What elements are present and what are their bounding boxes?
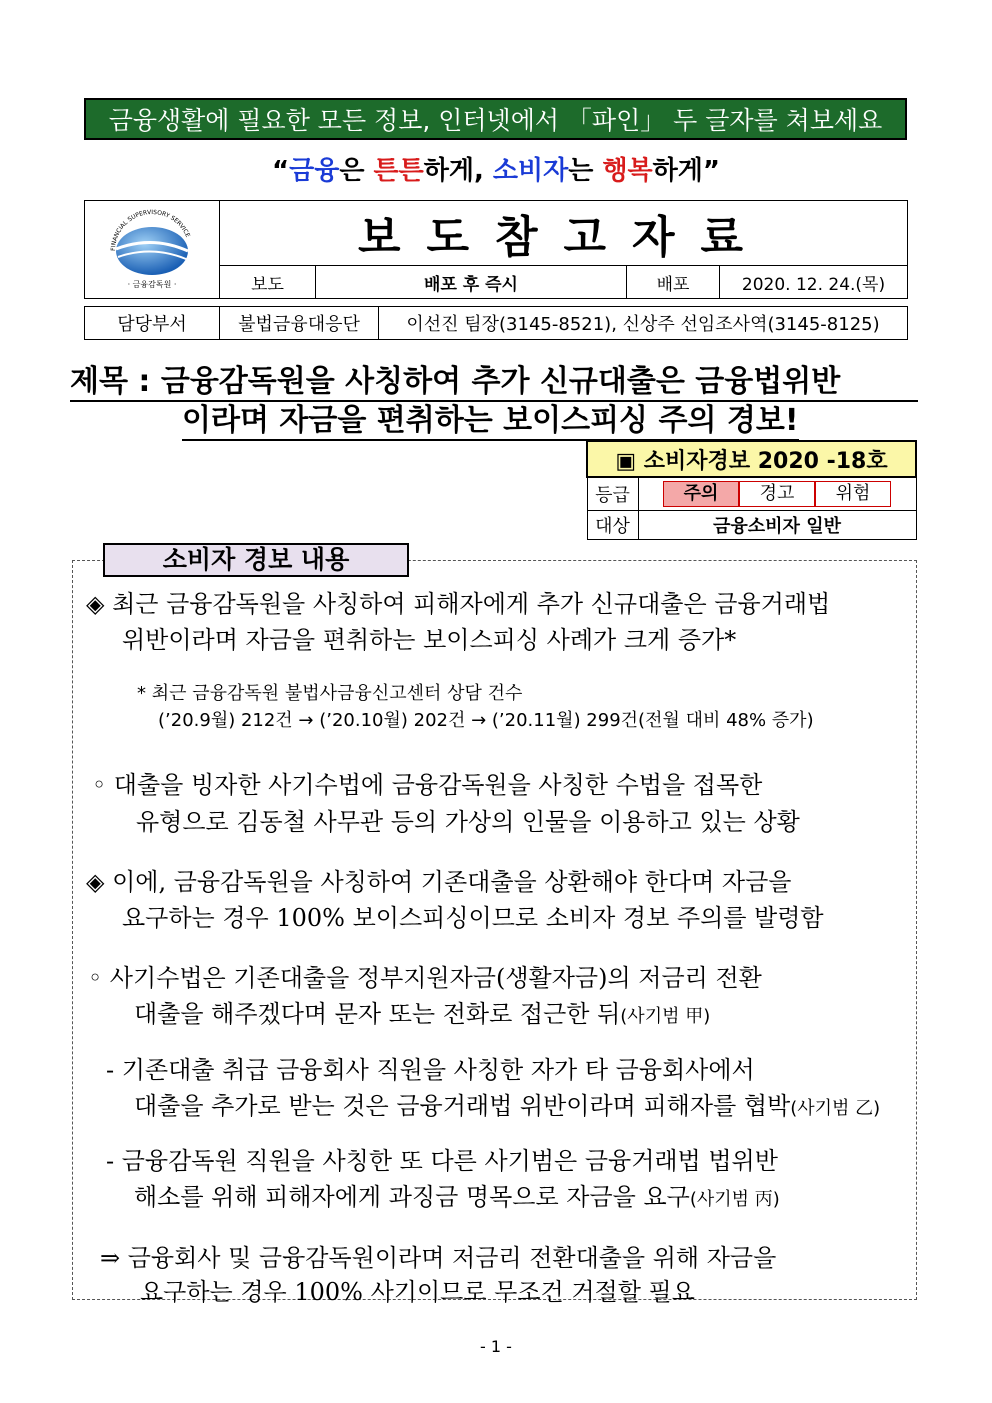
slogan bbox=[0, 150, 992, 187]
svg-text:· 금융감독원 ·: · 금융감독원 · bbox=[127, 279, 177, 289]
para-4-tag: (사기범 甲) bbox=[620, 1006, 711, 1027]
para-3-line-2: 요구하는 경우 100% 보이스피싱이므로 소비자 경보 주의를 발령함 bbox=[122, 904, 824, 932]
slogan-word: 금융 bbox=[289, 156, 340, 186]
slogan-word: 행복 bbox=[602, 156, 653, 186]
slogan-quote: “ bbox=[272, 156, 290, 186]
para-6-text: 해소를 위해 피해자에게 과징금 명목으로 자금을 요구 bbox=[134, 1183, 690, 1211]
para-1-line-1: ◈ 최근 금융감독원을 사칭하여 피해자에게 추가 신규대출은 금융거래법 bbox=[86, 590, 831, 618]
content-title: 소비자 경보 내용 bbox=[103, 543, 409, 577]
dist-label: 배포 bbox=[627, 266, 720, 299]
para-4-text: 대출을 해주겠다며 문자 또는 전화로 접근한 뒤 bbox=[134, 1000, 621, 1028]
grade-label: 등급 bbox=[587, 477, 638, 511]
para-7-line-2: 요구하는 경우 100% 사기이므로 무조건 거절할 필요 bbox=[140, 1278, 695, 1306]
para-6-line-1: - 금융감독원 직원을 사칭한 또 다른 사기범은 금융거래법 법위반 bbox=[106, 1147, 778, 1175]
document-title: 보도참고자료 bbox=[220, 201, 908, 266]
level-danger: 위험 bbox=[815, 481, 891, 507]
para-2-line-2: 유형으로 김동철 사무관 등의 가상의 인물을 이용하고 있는 상황 bbox=[136, 808, 800, 836]
release-label: 보도 bbox=[220, 266, 316, 299]
para-5-line-1: - 기존대출 취급 금융회사 직원을 사칭한 자가 타 금융회사에서 bbox=[106, 1056, 755, 1084]
note-1-line-2: (’20.9월) 212건 → (’20.10월) 202건 → (’20.11월) 299건(전월 대비 48% 증가) bbox=[158, 710, 814, 731]
fss-logo bbox=[85, 201, 220, 299]
slogan-word: 튼튼 bbox=[373, 156, 424, 186]
dept-contacts: 이선진 팀장(3145-8521), 신상주 선임조사역(3145-8125) bbox=[379, 307, 908, 340]
department-table bbox=[84, 306, 908, 340]
para-1-line-2: 위반이라며 자금을 편취하는 보이스피싱 사례가 크게 증가* bbox=[122, 626, 737, 654]
para-3-line-1: ◈ 이에, 금융감독원을 사칭하여 기존대출을 상환해야 한다며 자금을 bbox=[86, 868, 792, 896]
release-value: 배포 후 즉시 bbox=[316, 266, 627, 299]
target-label: 대상 bbox=[587, 511, 638, 540]
slogan-quote: ” bbox=[702, 156, 720, 186]
subject-line-1: 제목 : 금융감독원을 사칭하여 추가 신규대출은 금융법위반 bbox=[70, 356, 918, 402]
slogan-word: 하게 bbox=[652, 156, 703, 186]
slogan-word: 소비자 bbox=[492, 156, 569, 186]
svg-text:FINANCIAL SUPERVISORY SERVICE: FINANCIAL SUPERVISORY SERVICE bbox=[109, 208, 192, 251]
subject-line-2: 이라며 자금을 편취하는 보이스피싱 주의 경보! bbox=[182, 395, 799, 441]
slogan-word: 하게, bbox=[423, 156, 493, 186]
fss-logo-icon bbox=[85, 205, 219, 291]
para-2-line-1: ◦ 대출을 빙자한 사기수법에 금융감독원을 사칭한 수법을 접목한 bbox=[92, 771, 763, 799]
consumer-alert-box bbox=[586, 440, 917, 540]
note-1-line-1: * 최근 금융감독원 불법사금융신고센터 상담 건수 bbox=[137, 683, 523, 704]
para-4-line-1: ◦ 사기수법은 기존대출을 정부지원자금(생활자금)의 저금리 전환 bbox=[88, 964, 762, 992]
para-6-tag: (사기범 丙) bbox=[689, 1189, 780, 1210]
slogan-word: 은 bbox=[339, 156, 374, 186]
level-caution: 주의 bbox=[663, 481, 739, 507]
target-value: 금융소비자 일반 bbox=[638, 511, 916, 540]
banner: 금융생활에 필요한 모든 정보, 인터넷에서 「파인」 두 글자를 쳐보세요 bbox=[84, 98, 907, 140]
para-5-text: 대출을 추가로 받는 것은 금융거래법 위반이라며 피해자를 협박 bbox=[134, 1092, 791, 1120]
grade-levels bbox=[638, 477, 916, 511]
alert-title: ▣ 소비자경보 2020 -18호 bbox=[587, 441, 916, 477]
level-warning: 경고 bbox=[739, 481, 815, 507]
dept-name: 불법금융대응단 bbox=[220, 307, 379, 340]
release-date: 2020. 12. 24.(목) bbox=[720, 266, 908, 299]
page-number: - 1 - bbox=[480, 1337, 512, 1356]
para-5-tag: (사기범 乙) bbox=[790, 1098, 881, 1119]
para-5-line-2 bbox=[134, 1086, 880, 1121]
para-4-line-2 bbox=[134, 994, 710, 1029]
press-header bbox=[84, 200, 908, 299]
slogan-word: 는 bbox=[568, 156, 603, 186]
para-7-line-1: ⇒ 금융회사 및 금융감독원이라며 저금리 전환대출을 위해 자금을 bbox=[100, 1244, 777, 1272]
dept-label: 담당부서 bbox=[85, 307, 220, 340]
para-6-line-2 bbox=[134, 1177, 780, 1212]
